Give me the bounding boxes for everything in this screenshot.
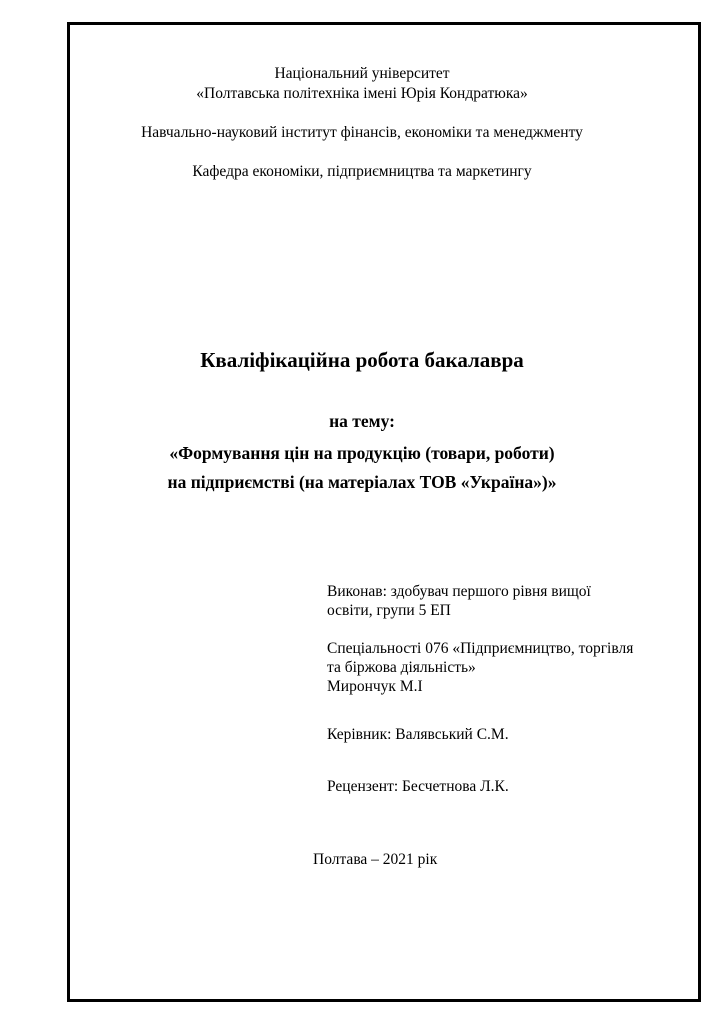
university-name-line1: Національний університет (274, 65, 450, 82)
topic-label: на тему: (329, 411, 395, 431)
university-name-line2: «Полтавська політехніка імені Юрія Кондратюка» (196, 85, 528, 102)
city-year: Полтава – 2021 рік (313, 851, 438, 868)
supervisor: Керівник: Валявський С.М. (327, 726, 509, 743)
topic-line1: «Формування цін на продукцію (товари, роботи) (169, 443, 555, 463)
department-name: Кафедра економіки, підприємництва та маркетингу (192, 163, 532, 180)
specialty-line2: та біржова діяльність» (327, 659, 476, 676)
reviewer: Рецензент: Бесчетнова Л.К. (327, 778, 509, 795)
specialty-line1: Спеціальності 076 «Підприємництво, торгівля (327, 640, 634, 657)
performed-by-line1: Виконав: здобувач першого рівня вищої (327, 583, 591, 600)
topic-line2: на підприємстві (на матеріалах ТОВ «Україна»)» (167, 472, 557, 492)
institute-name: Навчально-науковий інститут фінансів, економіки та менеджменту (141, 124, 583, 141)
work-type-title: Кваліфікаційна робота бакалавра (200, 348, 524, 372)
author-name: Мирончук М.І (327, 678, 423, 695)
performed-by-line2: освіти, групи 5 ЕП (327, 602, 451, 619)
